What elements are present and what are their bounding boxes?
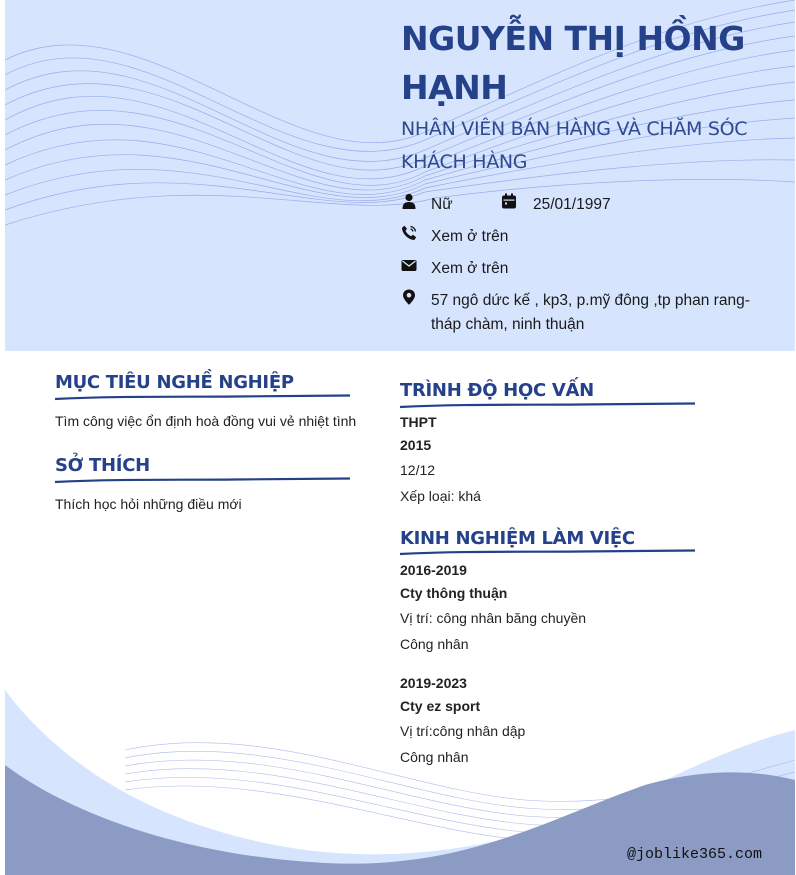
calendar-icon [501, 193, 517, 209]
dob-text: 25/01/1997 [533, 196, 611, 213]
objective-title-underline [55, 393, 350, 401]
education-grade: 12/12 [400, 462, 436, 478]
education-year: 2015 [400, 437, 432, 453]
candidate-name: NGUYỄN THỊ HỒNG HẠNH [401, 19, 745, 107]
gender-dob-row [401, 193, 761, 217]
education-school: THPT [400, 414, 437, 430]
hobbies-title: SỞ THÍCH [55, 455, 150, 476]
experience-title: KINH NGHIỆM LÀM VIỆC [400, 528, 635, 549]
education-title: TRÌNH ĐỘ HỌC VẤN [400, 380, 594, 401]
experience-role: Công nhân [400, 636, 469, 652]
gender-text: Nữ [431, 196, 453, 213]
experience-period: 2016-2019 [400, 562, 467, 578]
experience-period: 2019-2023 [400, 675, 467, 691]
objective-title: MỤC TIÊU NGHỀ NGHIỆP [55, 372, 294, 393]
hobbies-title-underline [55, 476, 350, 484]
cv-page [5, 0, 795, 875]
address-row [401, 289, 761, 339]
experience-role: Công nhân [400, 749, 469, 765]
experience-title-underline [400, 548, 695, 556]
objective-text: Tìm công việc ổn định hoà đồng vui vẻ nhiệt tình [55, 413, 357, 429]
experience-company: Cty ez sport [400, 698, 481, 714]
hobbies-text: Thích học hỏi những điều mới [55, 496, 242, 512]
email-icon [401, 257, 417, 273]
phone-icon [401, 225, 417, 241]
phone-row [401, 225, 761, 249]
watermark: @joblike365.com [627, 846, 763, 863]
user-icon [401, 193, 417, 209]
email-text: Xem ở trên [431, 260, 509, 277]
address-text: 57 ngô dức kế , kp3, p.mỹ đông ,tp phan rang-tháp chàm, ninh thuận [431, 292, 750, 333]
experience-company: Cty thông thuận [400, 585, 508, 601]
education-rank: Xếp loại: khá [400, 488, 481, 504]
email-row [401, 257, 761, 281]
phone-text: Xem ở trên [431, 228, 509, 245]
education-title-underline [400, 401, 695, 409]
experience-position: Vị trí:công nhân dập [400, 723, 526, 739]
location-pin-icon [401, 289, 417, 305]
job-title: NHÂN VIÊN BÁN HÀNG VÀ CHĂM SÓC KHÁCH HÀNG [401, 118, 748, 173]
experience-position: Vị trí: công nhân băng chuyền [400, 610, 587, 626]
